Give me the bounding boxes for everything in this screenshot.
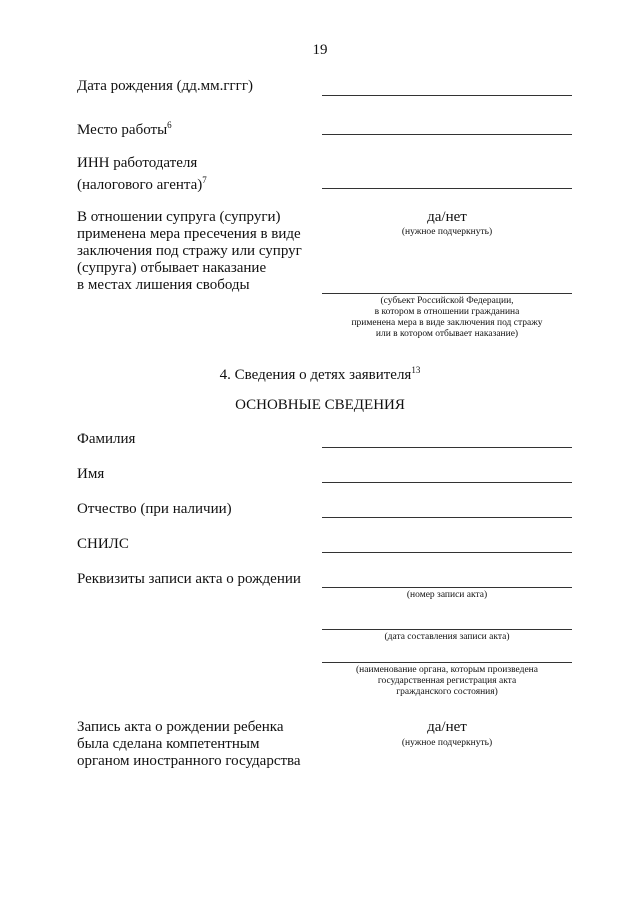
inn-footnote: 7 bbox=[202, 175, 207, 185]
spouse-custody-answer[interactable]: да/нет bbox=[427, 209, 467, 225]
surname-label: Фамилия bbox=[77, 431, 136, 447]
patronymic-field[interactable] bbox=[322, 517, 572, 518]
spouse-custody-label: В отношении супруга (супруги) применена мера пресечения в виде заключения под стражу или супруг (супруга) отбывает наказание в местах лишения свободы bbox=[77, 209, 302, 293]
name-label: Имя bbox=[77, 466, 105, 482]
section-4-heading: 4. Сведения о детях заявителя$^{13}$ bbox=[219, 365, 421, 383]
birth-date-field[interactable] bbox=[322, 95, 572, 96]
workplace-field[interactable] bbox=[322, 134, 572, 135]
record-number-field[interactable] bbox=[322, 587, 572, 588]
spouse-custody-answer-hint: (нужное подчеркнуть) bbox=[401, 227, 493, 237]
employer-inn-field[interactable] bbox=[322, 188, 572, 189]
record-authority-hint: (наименование органа, которым произведена государственная регистрация акта гражданского состояния) bbox=[356, 665, 538, 697]
record-number-hint: (номер записи акта) bbox=[406, 590, 488, 600]
foreign-record-label: Запись акта о рождении ребенка была сделана компетентным органом иностранного государства bbox=[77, 719, 301, 769]
page-number: 19 bbox=[312, 42, 328, 58]
custody-region-field[interactable] bbox=[322, 293, 572, 294]
workplace-footnote: 6 bbox=[167, 120, 172, 130]
snils-field[interactable] bbox=[322, 552, 572, 553]
snils-label: СНИЛС bbox=[77, 536, 129, 552]
workplace-label: Место работы$^6$ bbox=[77, 120, 172, 138]
birth-record-label: Реквизиты записи акта о рождении bbox=[77, 571, 301, 587]
name-field[interactable] bbox=[322, 482, 572, 483]
main-info-subheading: ОСНОВНЫЕ СВЕДЕНИЯ bbox=[235, 397, 405, 413]
employer-inn-label: ИНН работодателя (налогового агента)$^7$ bbox=[77, 155, 207, 193]
record-authority-field[interactable] bbox=[322, 662, 572, 663]
children-footnote: 13 bbox=[411, 365, 421, 375]
birth-date-label: Дата рождения (дд.мм.гггг) bbox=[77, 78, 253, 94]
patronymic-label: Отчество (при наличии) bbox=[77, 501, 232, 517]
surname-field[interactable] bbox=[322, 447, 572, 448]
foreign-record-answer[interactable]: да/нет bbox=[427, 719, 467, 735]
record-date-field[interactable] bbox=[322, 629, 572, 630]
record-date-hint: (дата составления записи акта) bbox=[384, 632, 510, 642]
foreign-record-answer-hint: (нужное подчеркнуть) bbox=[401, 738, 493, 748]
custody-region-hint: (субъект Российской Федерации, в котором в отношении гражданина применена мера в виде заключения под стражу или в котором отбывает наказание) bbox=[351, 296, 543, 339]
